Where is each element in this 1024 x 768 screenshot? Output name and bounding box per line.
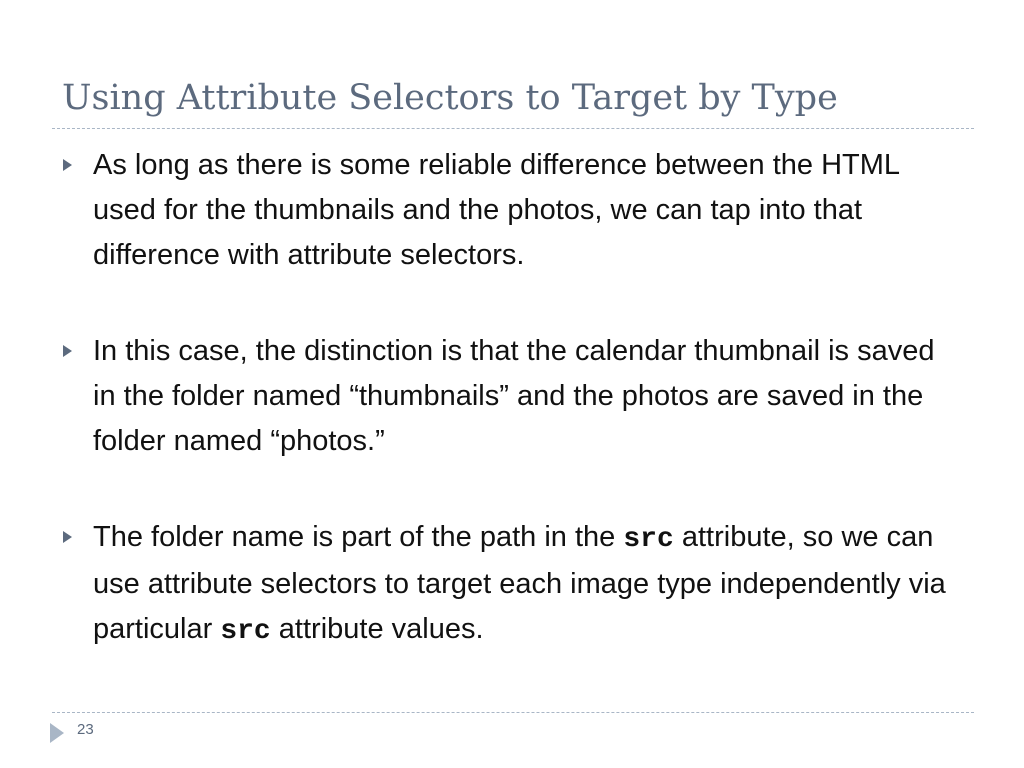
bullet-text: In this case, the distinction is that the calendar thumbnail is saved in the folder named “thumbnails” and the photos are saved in the folder named “photos.” — [93, 335, 935, 457]
page-number: 23 — [77, 721, 94, 738]
slide-title: Using Attribute Selectors to Target by Type — [62, 78, 838, 118]
bullet-item — [60, 329, 960, 464]
triangle-right-icon — [63, 531, 72, 543]
code-src: src — [623, 524, 674, 555]
title-divider — [52, 128, 974, 129]
triangle-right-icon — [50, 723, 64, 743]
code-src: src — [220, 616, 271, 647]
footer-divider — [52, 712, 974, 713]
triangle-right-icon — [63, 159, 72, 171]
bullet-text-part: attribute values. — [270, 613, 484, 645]
bullet-text-part: The folder name is part of the path in the — [93, 521, 624, 553]
bullet-text-part: attribute, so we can use attribute selectors to target each image type independently via particular — [93, 521, 946, 645]
bullet-text: As long as there is some reliable difference between the HTML used for the thumbnails and the photos, we can tap into that difference with attribute selectors. — [93, 149, 899, 271]
bullet-item — [60, 515, 960, 654]
bullet-list — [60, 143, 960, 654]
triangle-right-icon — [63, 345, 72, 357]
bullet-item — [60, 143, 960, 278]
